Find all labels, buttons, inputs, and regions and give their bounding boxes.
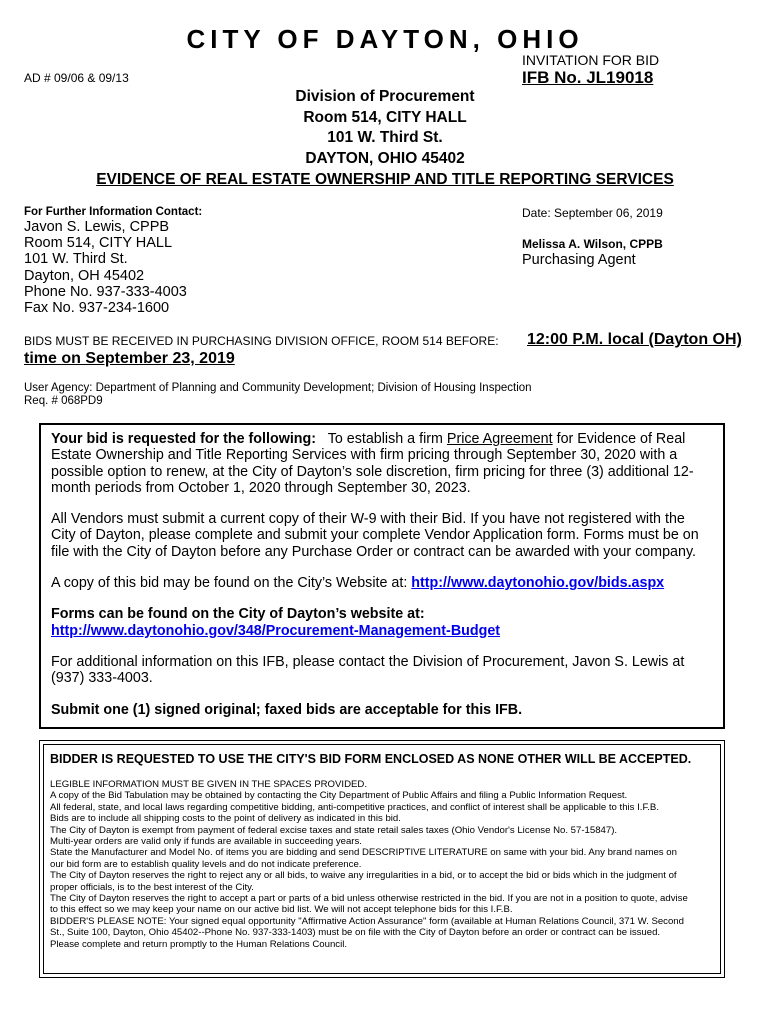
terms-line: The City of Dayton reserves the right to accept a part or parts of a bid unless otherwise restricted in the bid. If you are not in a position to quote, advise: [50, 893, 688, 905]
procurement-link[interactable]: http://www.daytonohio.gov/348/Procurement-Management-Budget: [51, 622, 501, 639]
deadline-prefix: BIDS MUST BE RECEIVED IN PURCHASING DIVISION OFFICE, ROOM 514 BEFORE:: [24, 334, 499, 348]
address-line-1: Division of Procurement: [295, 88, 475, 105]
agent-name: Melissa A. Wilson, CPPB: [522, 237, 663, 251]
terms-line: Multi-year orders are valid only if funds are available in succeeding years.: [50, 836, 362, 848]
city-title: CITY OF DAYTON, OHIO: [186, 24, 584, 54]
agency-block: [24, 382, 532, 408]
request-pre: To establish a firm: [327, 431, 443, 447]
terms-line: St., Suite 100, Dayton, Ohio 45402--Phone No. 937-333-1403) must be on file with the City of Dayton before an order or contract can be issued.: [50, 927, 661, 939]
contact-city: Dayton, OH 45402: [24, 267, 145, 284]
issue-date: Date: September 06, 2019: [522, 206, 663, 220]
terms-line: The City of Dayton is exempt from payment of federal excise taxes and state retail sales taxes (Ohio Vendor's License No. 57-15847).: [50, 824, 618, 836]
contact-label: For Further Information Contact:: [24, 206, 203, 218]
terms-line: Please complete and return promptly to the Human Relations Council.: [50, 938, 348, 950]
address-line-4: DAYTON, OHIO 45402: [305, 149, 465, 167]
terms-line: Bids are to include all shipping costs to the point of delivery as indicated in this bid.: [50, 813, 401, 825]
deadline-time: 12:00 P.M. local (Dayton OH): [527, 331, 742, 348]
user-agency: User Agency: Department of Planning and Community Development; Division of Housing Inspection: [24, 382, 532, 394]
w9-paragraph: All Vendors must submit a current copy of their W-9 with their Bid. If you have not registered with the City of Dayton, please complete and submit your complete Vendor Application form. Forms must be on file with the City of Dayton before any Purchase Order or contract can be awarded with your company.: [51, 511, 699, 560]
terms-line: State the Manufacturer and Model No. of items you are bidding and send DESCRIPTIVE LITERATURE on same with your bid. Any brand names on: [50, 847, 677, 859]
terms-list: [50, 779, 714, 950]
terms-box: [39, 740, 725, 978]
ad-number: AD # 09/06 & 09/13: [24, 71, 129, 85]
requisition-number: Req. # 068PD9: [24, 395, 103, 407]
terms-line: our bid form are to establish quality levels and do not indicate preference.: [50, 858, 362, 870]
terms-line: to this effect so we may keep your name on our active bid list. We will not accept telephone bids for this I.F.B.: [50, 904, 513, 916]
submission-note: Submit one (1) signed original; faxed bids are acceptable for this IFB.: [51, 701, 523, 718]
ifb-number: IFB No. JL19018: [522, 68, 654, 87]
contact-name: Javon S. Lewis, CPPB: [24, 219, 170, 235]
bids-link[interactable]: http://www.daytonohio.gov/bids.aspx: [411, 575, 665, 592]
forms-paragraph: [51, 606, 713, 639]
deadline-date: time on September 23, 2019: [24, 350, 235, 367]
terms-line: All federal, state, and local laws regarding competitive bidding, anti-competitive practices, and conflict of interest shall be applicable to this I.F.B.: [50, 801, 659, 813]
invitation-label: INVITATION FOR BID: [522, 52, 660, 68]
contact-fax: Fax No. 937-234-1600: [24, 300, 170, 317]
terms-inner-frame: [43, 744, 721, 974]
website-text: A copy of this bid may be found on the City’s Website at:: [51, 575, 408, 592]
request-lead: Your bid is requested for the following:: [51, 431, 317, 447]
forms-text: Forms can be found on the City of Dayton’s website at:: [51, 606, 425, 623]
contact-block: [24, 219, 187, 316]
request-paragraph: [51, 431, 713, 496]
terms-heading: BIDDER IS REQUESTED TO USE THE CITY'S BID FORM ENCLOSED AS NONE OTHER WILL BE ACCEPTED.: [50, 752, 692, 766]
terms-line: LEGIBLE INFORMATION MUST BE GIVEN IN THE SPACES PROVIDED.: [50, 779, 368, 790]
contact-phone: Phone No. 937-333-4003: [24, 283, 187, 300]
address-line-2: Room 514, CITY HALL: [303, 108, 467, 126]
request-rest: for Evidence of Real Estate Ownership and Title Reporting Services with firm pricing through September 30, 2020 with a possible option to renew, at the City of Dayton’s sole discretion, firm pricing for three (3) additional 12-month periods from October 1, 2020 through September 30, 2023.: [51, 431, 694, 496]
contact-room: Room 514, CITY HALL: [24, 235, 173, 252]
terms-line: BIDDER'S PLEASE NOTE: Your signed equal opportunity "Affirmative Action Assurance" form (available at Human Relations Council, 371 W. Second: [50, 915, 684, 927]
website-paragraph: [51, 575, 713, 591]
additional-info-paragraph: For additional information on this IFB, please contact the Division of Procurement, Javon S. Lewis at (937) 333-4003.: [51, 653, 685, 687]
address-line-3: 101 W. Third St.: [327, 129, 443, 146]
terms-line: A copy of the Bid Tabulation may be obtained by contacting the City Department of Public Affairs and filing a Public Information Request.: [50, 790, 628, 802]
terms-line: proper officials, is to the best interest of the City.: [50, 881, 254, 893]
contact-street: 101 W. Third St.: [24, 251, 128, 268]
bid-request-box: [39, 423, 725, 729]
price-agreement-term: Price Agreement: [446, 431, 553, 447]
office-address: [0, 87, 770, 169]
agent-title: Purchasing Agent: [522, 252, 636, 268]
terms-line: The City of Dayton reserves the right to reject any or all bids, to waive any irregularities in a bid, or to accept the bid or bids which in the judgment of: [50, 870, 677, 882]
subject-heading: EVIDENCE OF REAL ESTATE OWNERSHIP AND TITLE REPORTING SERVICES: [96, 171, 674, 188]
